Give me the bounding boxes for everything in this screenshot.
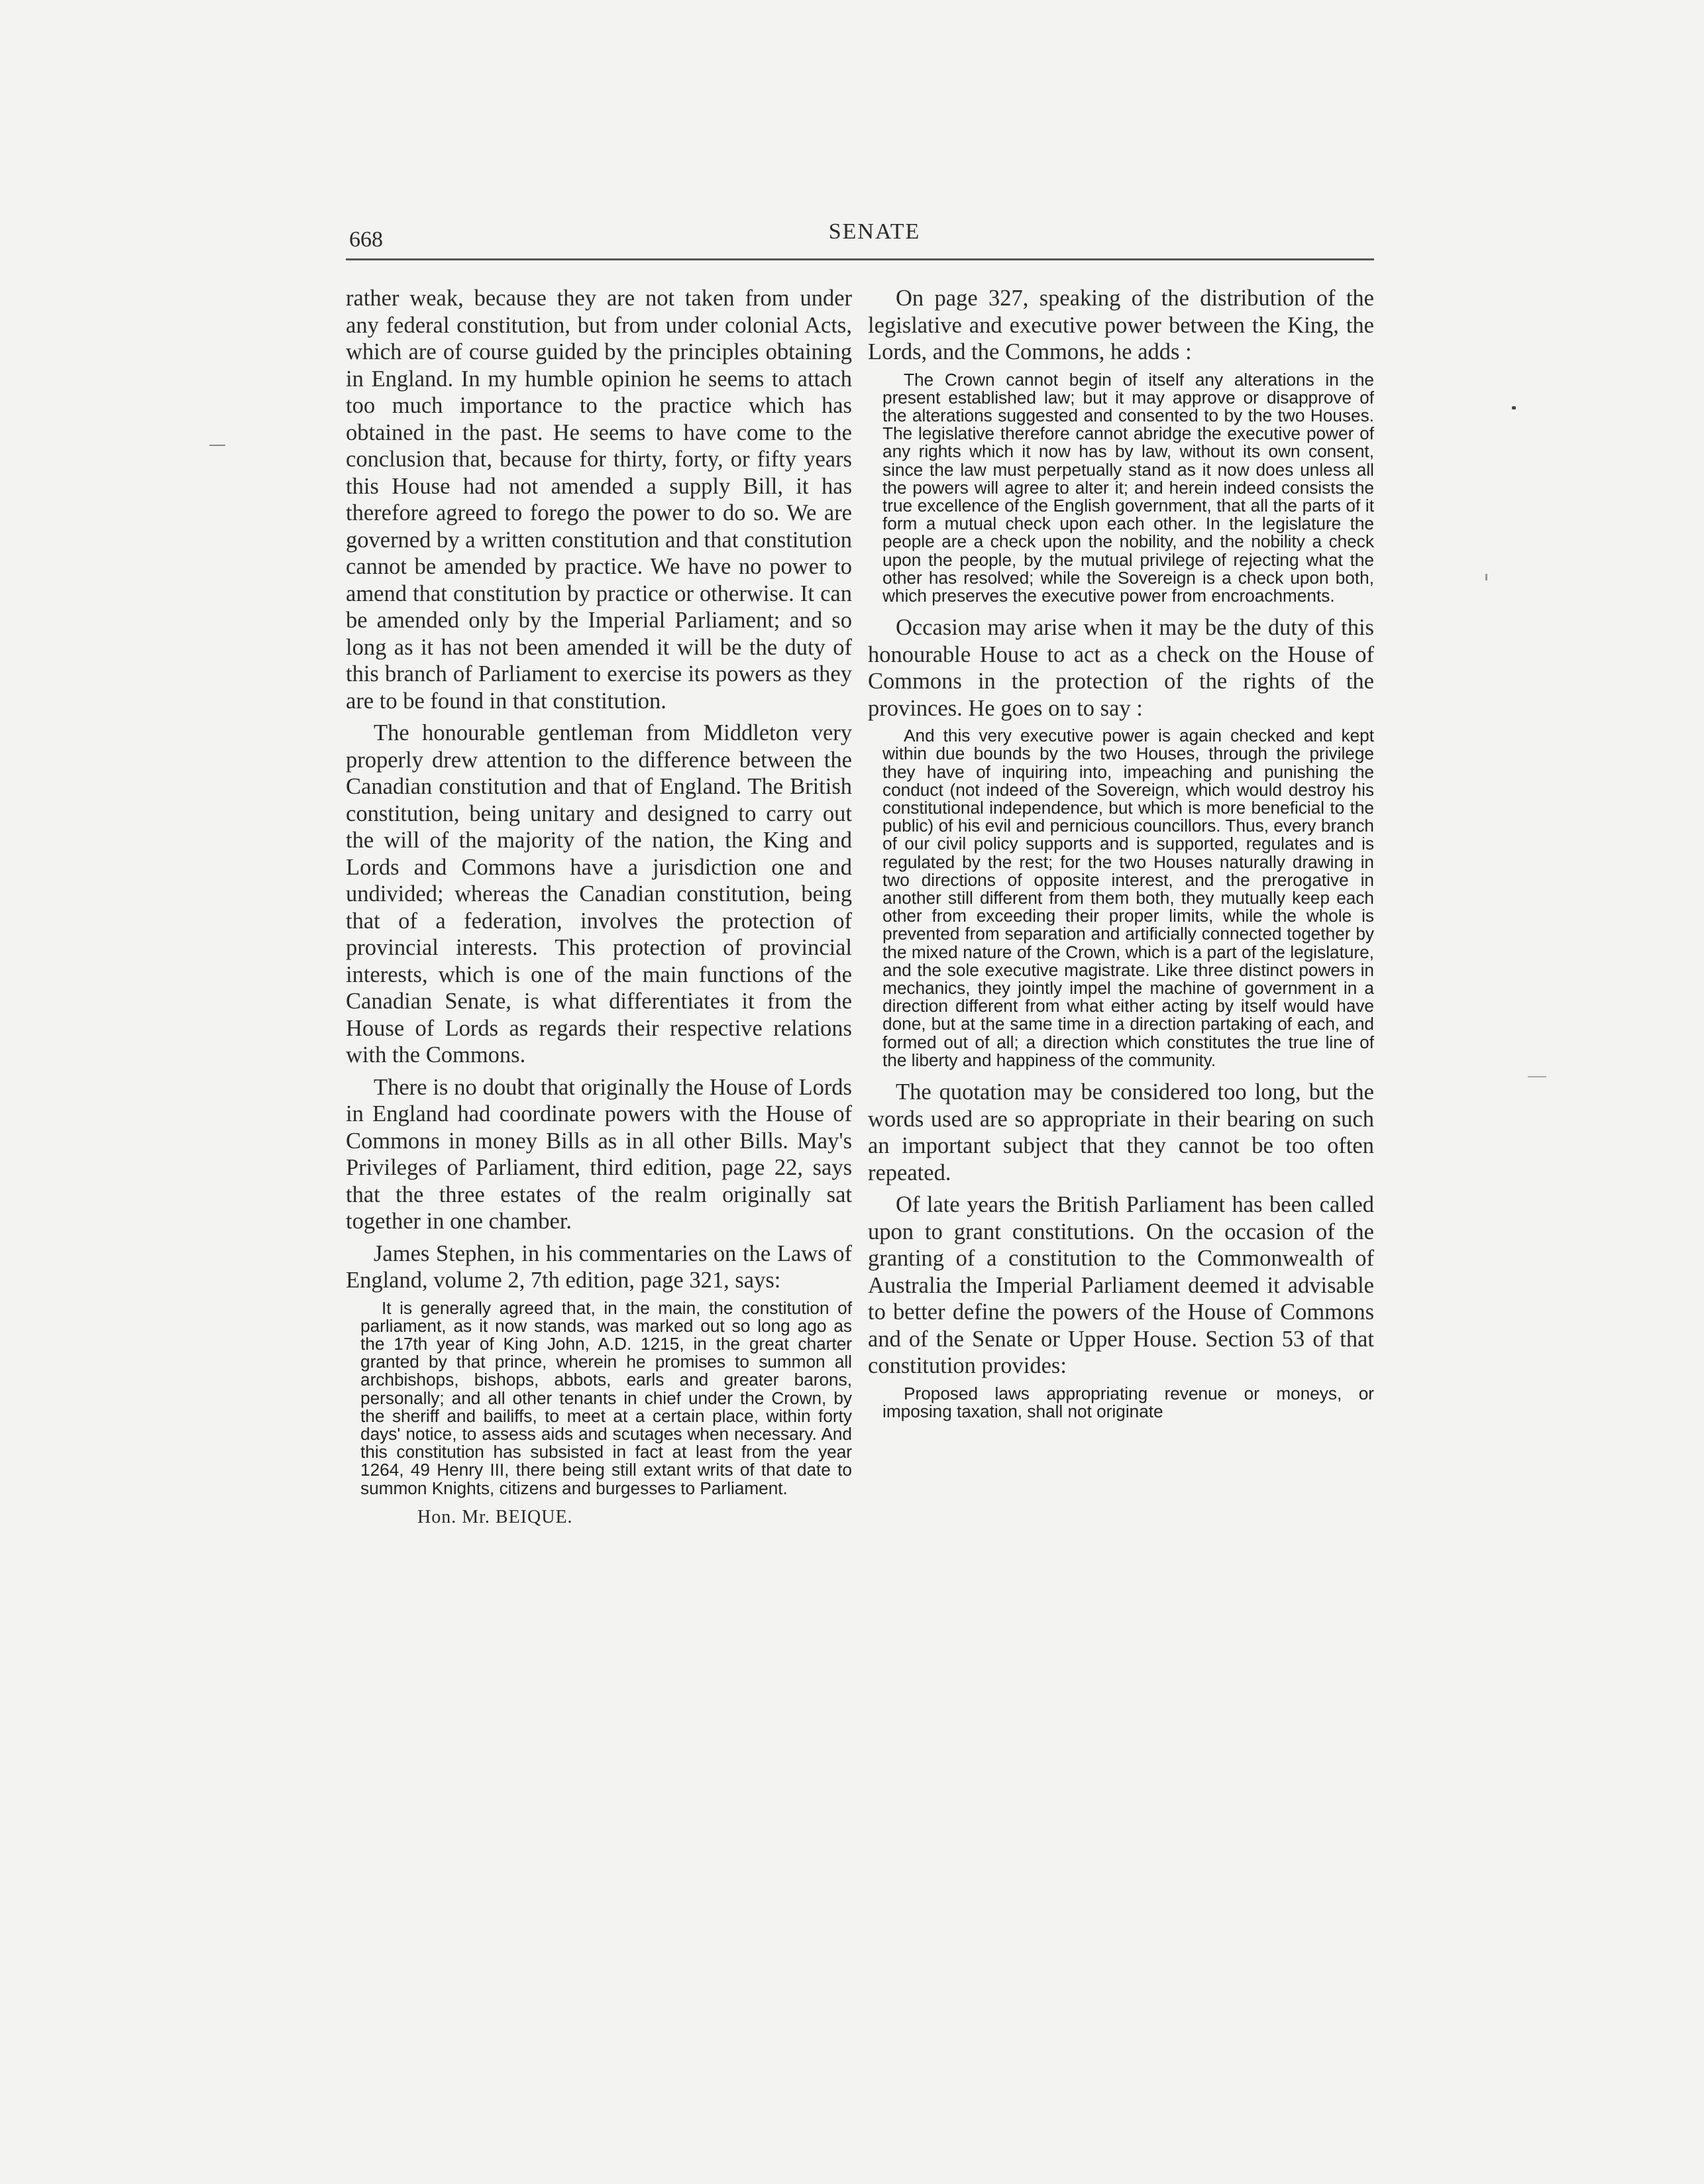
speaker-footer: Hon. Mr. BEIQUE. xyxy=(417,1506,573,1527)
margin-mark xyxy=(209,445,225,446)
paragraph: There is no doubt that originally the House of Lords in England had coordinate powers with the House of Commons in money Bills as in all other Bills. May's Privileges of Parliament, third edition, page 22, says that the three estates of the realm originally sat together in one chamber. xyxy=(346,1074,852,1234)
paragraph: James Stephen, in his commentaries on the Laws of England, volume 2, 7th edition, page 321, says: xyxy=(346,1240,852,1293)
margin-mark xyxy=(1528,1076,1546,1077)
paragraph: The quotation may be considered too long, but the words used are so appropriate in their bearing on such an important subject that they cannot be too often repeated. xyxy=(868,1079,1374,1185)
page-number: 668 xyxy=(349,227,383,252)
paragraph: On page 327, speaking of the distribution of the legislative and executive power between the King, the Lords, and the Commons, he adds : xyxy=(868,286,1374,364)
block-quote: It is generally agreed that, in the main, the constitution of parliament, as it now stands, was marked out so long ago as the 17th year of King John, A.D. 1215, in the great charter granted by that prince, wherein he promises to summon all archbishops, bishops, abbots, earls and greater barons, personally; and all other tenants in chief under the Crown, by the sheriff and bailiffs, to meet at a certain place, within forty days' notice, to assess aids and scutages when necessary. And this constitution has subsisted in fact at least from the year 1264, 49 Henry III, there being still extant writs of that date to summon Knights, citizens and burgesses to Parliament. xyxy=(360,1297,852,1498)
paragraph: The honourable gentleman from Middleton very properly drew attention to the difference between the Canadian constitution and that of England. The British constitution, being unitary and designed to carry out the will of the majority of the nation, the King and Lords and Commons have a jurisdiction one and undivided; whereas the Canadian constitution, being that of a federation, involves the protection of provincial interests. This protection of provincial interests, which is one of the main functions of the Canadian Senate, is what differentiates it from the House of Lords as regards their respective relations with the Commons. xyxy=(346,720,852,1067)
block-quote: And this very executive power is again checked and kept within due bounds by the two Houses, through the privilege they have of inquiring into, impeaching and punishing the conduct (not indeed of the Sovereign, which would destroy his constitutional independence, but which is more beneficial to the public) of his evil and pernicious councillors. Thus, every branch of our civil policy supports and is supported, regulates and is regulated by the rest; for the two Houses naturally drawing in two directions of opposite interest, and the prerogative in another still different from them both, they mutually keep each other from exceeding their proper limits, while the whole is prevented from separation and artificially connected together by the mixed nature of the Crown, which is a part of the legislature, and the sole executive magistrate. Like three distinct powers in mechanics, they jointly impel the machine of government in a direction different from what either acting by itself would have done, but at the same time in a direction partaking of each, and formed out of all; a direction which constitutes the true line of the liberty and happiness of the community. xyxy=(882,726,1374,1070)
running-title: SENATE xyxy=(828,219,921,244)
header-rule xyxy=(346,258,1374,260)
block-quote: The Crown cannot begin of itself any alterations in the present established law; but it may approve or disapprove of the alterations suggested and consented to by the two Houses. The legislative therefore cannot abridge the executive power of any rights which it now has by law, without its own consent, since the law must perpetually stand as it now does unless all the powers will agree to alter it; and herein indeed consists the true excellence of the English government, that all the parts of it form a mutual check upon each other. In the legislature the people are a check upon the nobility, and the nobility a check upon the people, by the mutual privilege of rejecting what the other has resolved; while the Sovereign is a check upon both, which preserves the executive power from encroachments. xyxy=(882,369,1374,606)
left-column xyxy=(346,285,852,1528)
block-quote: Proposed laws appropriating revenue or moneys, or imposing taxation, shall not originate xyxy=(882,1383,1374,1421)
right-column xyxy=(868,285,1374,1421)
margin-mark xyxy=(1485,574,1487,580)
paragraph: rather weak, because they are not taken from under any federal constitution, but from under colonial Acts, which are of course guided by the principles obtaining in England. In my humble opinion he seems to attach too much importance to the practice which has obtained in the past. He seems to have come to the conclusion that, because for thirty, forty, or fifty years this House had not amended a supply Bill, it has therefore agreed to forego the power to do so. We are governed by a written constitution and that constitution cannot be amended by practice. We have no power to amend that constitution by practice or otherwise. It can be amended only by the Imperial Parliament; and so long as it has not been amended it will be the duty of this branch of Parliament to exercise its powers as they are to be found in that constitution. xyxy=(346,286,852,714)
margin-mark xyxy=(1512,406,1516,410)
paragraph: Occasion may arise when it may be the duty of this honourable House to act as a check on the House of Commons in the protection of the rights of the provinces. He goes on to say : xyxy=(868,615,1374,721)
paragraph: Of late years the British Parliament has been called upon to grant constitutions. On the occasion of the granting of a constitution to the Commonwealth of Australia the Imperial Parliament deemed it advisable to better define the powers of the House of Commons and of the Senate or Upper House. Section 53 of that constitution provides: xyxy=(868,1192,1374,1378)
